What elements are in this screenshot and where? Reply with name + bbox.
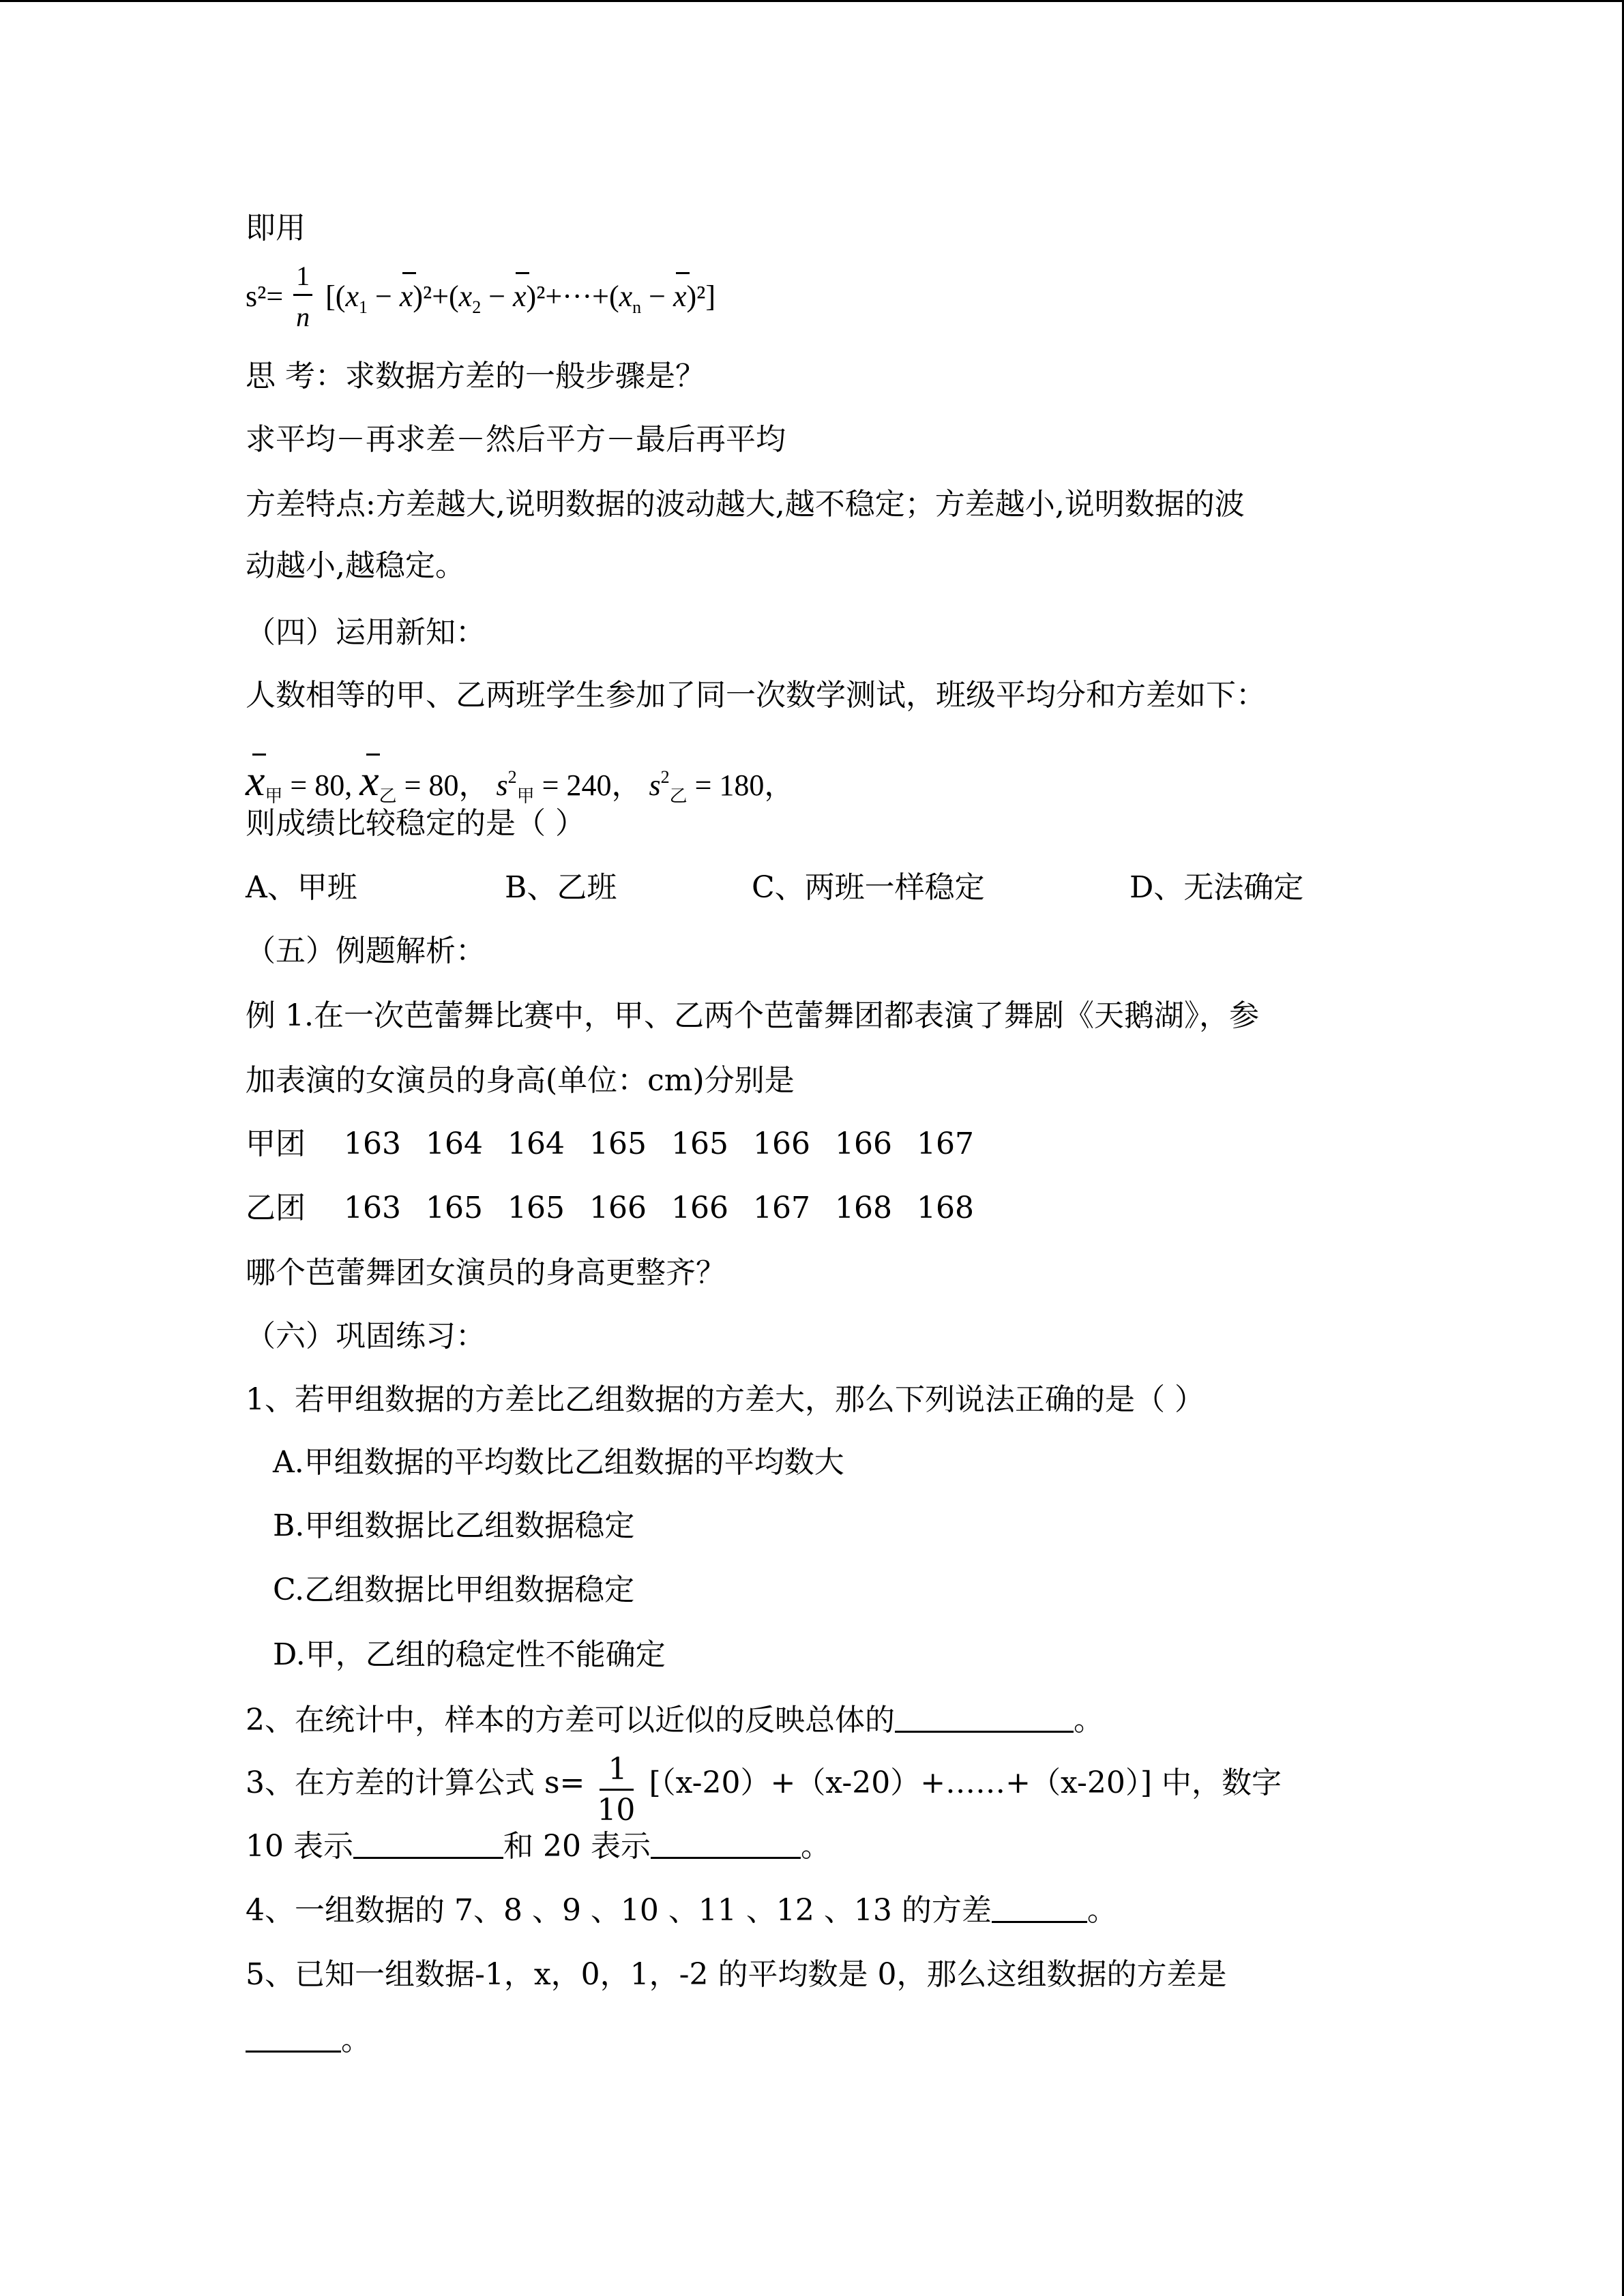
practice-3: 3、在方差的计算公式 s= $\frac{1}{10}$ [（x-20）+（x-20）+……+（x-20）] 中，数字 — [246, 1752, 1282, 1828]
practice-2: 2、在统计中，样本的方差可以近似的反映总体的 。 — [246, 1700, 1104, 1741]
option-b: B、乙班 — [505, 870, 617, 905]
practice-4: 4、一组数据的 7、8 、9 、10 、11 、12 、13 的方差 。 — [246, 1890, 1117, 1931]
height-value: 168 — [917, 1191, 974, 1225]
section-4-heading: （四）运用新知： — [246, 615, 486, 650]
practice-1-option-a: A.甲组数据的平均数比乙组数据的平均数大 — [273, 1445, 844, 1480]
answer-blank[interactable] — [992, 1891, 1087, 1923]
answer-blank[interactable] — [895, 1701, 1074, 1733]
think-line: 思 考：求数据方差的一般步骤是？ — [246, 359, 705, 393]
height-value: 166 — [589, 1191, 647, 1225]
practice-1-option-c: C.乙组数据比甲组数据稳定 — [273, 1572, 635, 1607]
stats-formula: $x_甲 = 80$, $x_乙 = 80$， $s^2_甲 = 240$， $s^2_乙 = 180$， — [246, 756, 795, 806]
practice-1-option-d: D.甲，乙组的稳定性不能确定 — [273, 1637, 666, 1672]
example-1-line-1: 例 1.在一次芭蕾舞比赛中，甲、乙两个芭蕾舞团都表演了舞剧《天鹅湖》，参 — [246, 998, 1259, 1033]
height-value: 167 — [917, 1127, 974, 1161]
feature-line-2: 动越小,越稳定。 — [246, 548, 465, 583]
practice-3-line-2: 10 表示 和 20 表示 。 — [246, 1826, 831, 1867]
practice-5: 5、已知一组数据-1，x，0，1，-2 的平均数是 0，那么这组数据的方差是 — [246, 1957, 1227, 1992]
height-value: 165 — [507, 1191, 565, 1225]
fraction-1-over-10: $\frac{1}{10}$ — [597, 1752, 636, 1828]
answer-blank[interactable] — [651, 1827, 801, 1859]
height-value: 166 — [671, 1191, 728, 1225]
height-value: 164 — [507, 1127, 565, 1161]
row-label: 甲团 — [246, 1127, 306, 1161]
line-jiyong: 即用 — [246, 211, 306, 245]
height-value: 168 — [835, 1191, 892, 1225]
height-value: 165 — [589, 1127, 647, 1161]
row-label: 乙团 — [246, 1191, 306, 1225]
section-5-heading: （五）例题解析： — [246, 934, 486, 968]
heights-row-jia — [246, 1124, 1391, 1165]
option-a: A、甲班 — [246, 870, 357, 905]
practice-5-line-2: 。 — [246, 2020, 371, 2061]
heights-row-yi — [246, 1188, 1391, 1229]
practice-1: 1、若甲组数据的方差比乙组数据的方差大，那么下列说法正确的是（ ） — [246, 1382, 1205, 1417]
height-value: 166 — [835, 1127, 892, 1161]
stable-question: 则成绩比较稳定的是（ ） — [246, 806, 585, 841]
question-intro: 人数相等的甲、乙两班学生参加了同一次数学测试，班级平均分和方差如下： — [246, 678, 1266, 713]
height-value: 166 — [753, 1127, 810, 1161]
answer-blank[interactable] — [246, 2021, 341, 2053]
height-value: 163 — [344, 1127, 401, 1161]
section-6-heading: （六）巩固练习： — [246, 1319, 486, 1354]
answer-blank[interactable] — [353, 1827, 503, 1859]
choice-options — [246, 867, 1391, 908]
top-border — [0, 0, 1624, 2]
height-value: 163 — [344, 1191, 401, 1225]
variance-formula: s²= $\frac{1}{n}$ $[(x_1 - x)^2+(x_2 - x)^2+\cdot\cdot\cdot+(x_n - x)^2]$ — [246, 260, 716, 332]
feature-line-1: 方差特点:方差越大,说明数据的波动越大,越不稳定；方差越小,说明数据的波 — [246, 487, 1245, 522]
height-value: 164 — [426, 1127, 483, 1161]
practice-1-option-b: B.甲组数据比乙组数据稳定 — [273, 1508, 635, 1543]
fraction-1-over-n: $\frac{1}{n}$ — [291, 276, 318, 317]
option-c: C、两班一样稳定 — [752, 870, 985, 905]
option-d: D、无法确定 — [1130, 870, 1304, 905]
example-1-line-2: 加表演的女演员的身高(单位：cm)分别是 — [246, 1063, 795, 1098]
steps-line: 求平均－再求差－然后平方－最后再平均 — [246, 422, 786, 457]
height-value: 167 — [753, 1191, 810, 1225]
example-1-question: 哪个芭蕾舞团女演员的身高更整齐？ — [246, 1255, 726, 1290]
height-value: 165 — [671, 1127, 728, 1161]
height-value: 165 — [426, 1191, 483, 1225]
